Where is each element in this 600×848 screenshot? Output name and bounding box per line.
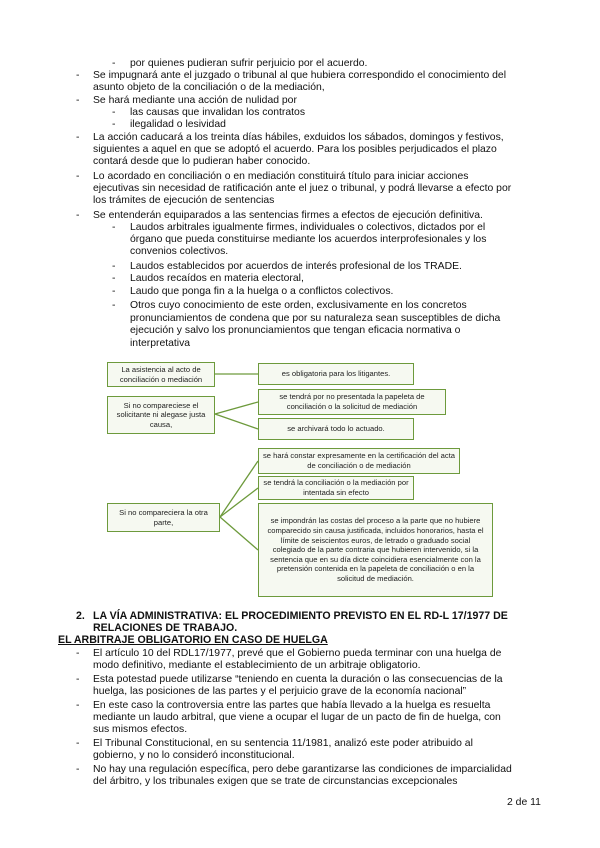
- diagram-box-label: se impondrán las costas del proceso a la parte que no hubiere comparecido sin causa justificada, incluidos honorarios, hasta el límite de seiscientos euros, de letrado o graduado social colegiado de la parte contraria que hubieren intervenido, si la sentencia que en su día dicte coincidiera esencialmente con la pretensión contenida en la papeleta de conciliación o en la solicitud de mediación.: [267, 516, 484, 583]
- connector-line: [215, 402, 258, 414]
- bullet-dash: -: [76, 132, 80, 143]
- section-title-line: RELACIONES DE TRABAJO.: [93, 622, 238, 634]
- section-number: 2.: [76, 610, 85, 622]
- list-item: Lo acordado en conciliación o en mediación constituirá título para iniciar acciones: [93, 171, 469, 182]
- list-item: ilegalidad o lesividad: [130, 119, 226, 130]
- bullet-dash: -: [112, 300, 116, 311]
- list-item: modo definitivo, mediante el establecimiento de un arbitraje obligatorio.: [93, 660, 421, 671]
- connector-line: [220, 517, 258, 550]
- diagram-box-label: se hará constar expresamente en la certificación del acta de conciliación o de mediación: [262, 451, 456, 470]
- list-item: El artículo 10 del RDL17/1977, prevé que el Gobierno pueda terminar con una huelga de: [93, 648, 502, 659]
- list-item: huelga, las posiciones de las partes y el perjuicio grave de la economía nacional”: [93, 686, 467, 697]
- diagram-box-label: se tendrá la conciliación o la mediación por intentada sin efecto: [263, 478, 409, 497]
- bullet-dash: -: [76, 210, 80, 221]
- diagram-box-other-absent: [107, 503, 220, 532]
- connector-line: [215, 414, 258, 429]
- bullet-dash: -: [112, 222, 116, 233]
- list-item: asunto objeto de la conciliación o de la mediación,: [93, 82, 325, 93]
- diagram-box-applicant-result-a: [258, 389, 446, 415]
- list-item: las causas que invalidan los contratos: [130, 107, 306, 118]
- bullet-dash: -: [76, 764, 80, 775]
- list-item: del árbitro, y los tribunales exigen que se trate de circunstancias excepcionales: [93, 776, 458, 787]
- diagram-box-label: se archivará todo lo actuado.: [287, 424, 385, 434]
- list-item: mediante un laudo arbitral, que viene a ocupar el lugar de un pacto de fin de huelga, con: [93, 712, 501, 723]
- diagram-box-label: es obligatoria para los litigantes.: [281, 369, 391, 379]
- list-item: No hay una regulación específica, pero debe garantizarse las condiciones de imparcialidad: [93, 764, 512, 775]
- list-item: ejecución y salvo los pronunciamientos que tengan eficacia normativa o: [130, 325, 461, 336]
- bullet-dash: -: [76, 171, 80, 182]
- list-item: Se impugnará ante el juzgado o tribunal al que hubiera correspondido el conocimiento del: [93, 70, 507, 81]
- list-item: por quienes pudieran sufrir perjuicio por el acuerdo.: [130, 58, 368, 69]
- diagram-box-applicant-absent: [107, 396, 215, 434]
- diagram-box-other-result-a: [258, 448, 460, 474]
- diagram-box-label: se tendrá por no presentada la papeleta de conciliación o la solicitud de mediación: [279, 392, 425, 411]
- section-title-line: LA VÍA ADMINISTRATIVA: EL PROCEDIMIENTO PREVISTO EN EL RD-L 17/1977 DE: [93, 610, 508, 622]
- diagram-box-other-result-b: [258, 476, 414, 500]
- list-item: sus mismos efectos.: [93, 724, 188, 735]
- list-item: La acción caducará a los treinta días hábiles, exduidos los sábados, domingos y festivos,: [93, 132, 504, 143]
- bullet-dash: -: [76, 738, 80, 749]
- list-item: ejecutivas sin necesidad de ratificación ante el juez o tribunal, y podrá llevarse a efecto por: [93, 183, 512, 194]
- list-item: En este caso la controversia entre las partes que había llevado a la huelga es resuelta: [93, 700, 491, 711]
- bullet-dash: -: [112, 107, 116, 118]
- list-item: contará desde que lo pudieran haber conocido.: [93, 156, 311, 167]
- list-item: El Tribunal Constitucional, en su sentencia 11/1981, analizó este poder atribuido al: [93, 738, 473, 749]
- list-item: Laudos establecidos por acuerdos de interés profesional de los TRADE.: [130, 261, 462, 272]
- diagram-box-attendance-result: [258, 363, 414, 385]
- diagram-box-attendance: [107, 362, 215, 387]
- list-item: gobierno, y no lo consideró inconstitucional.: [93, 750, 295, 761]
- diagram-box-label: Si no compareciera la otra parte,: [119, 507, 208, 527]
- diagram-box-other-result-c: [258, 503, 493, 597]
- bullet-dash: -: [112, 286, 116, 297]
- bullet-dash: -: [76, 674, 80, 685]
- bullet-dash: -: [76, 70, 80, 81]
- list-item: interpretativa: [130, 338, 191, 349]
- list-item: convenios colectivos.: [130, 246, 229, 257]
- list-item: Esta potestad puede utilizarse “teniendo en cuenta la duración o las consecuencias de la: [93, 674, 503, 685]
- bullet-dash: -: [76, 648, 80, 659]
- list-item: pronunciamientos de condena que por su naturaleza sean susceptibles de dicha: [130, 313, 501, 324]
- bullet-dash: -: [112, 261, 116, 272]
- list-item: los trámites de ejecución de sentencias: [93, 195, 275, 206]
- diagram-box-label: Si no compareciese el solicitante ni alegase justa causa,: [116, 400, 206, 429]
- list-item: Se hará mediante una acción de nulidad por: [93, 95, 297, 106]
- bullet-dash: -: [76, 95, 80, 106]
- connector-line: [220, 461, 258, 517]
- bullet-dash: -: [76, 700, 80, 711]
- list-item: Otros cuyo conocimiento de este orden, exclusivamente en los concretos: [130, 300, 467, 311]
- list-item: Laudos arbitrales igualmente firmes, individuales o colectivos, dictados por el: [130, 222, 486, 233]
- connector-line: [220, 488, 258, 517]
- list-item: Se entenderán equiparados a las sentencias firmes a efectos de ejecución definitiva.: [93, 210, 483, 221]
- list-item: siguientes a aquel en que se adoptó el acuerdo. Para los posibles perjudicados el plazo: [93, 144, 497, 155]
- bullet-dash: -: [112, 273, 116, 284]
- list-item: Laudos recaídos en materia electoral,: [130, 273, 304, 284]
- diagram-box-applicant-result-b: [258, 418, 414, 440]
- section-subheading: EL ARBITRAJE OBLIGATORIO EN CASO DE HUELGA: [58, 634, 328, 646]
- diagram-box-label: La asistencia al acto de conciliación o mediación: [119, 364, 203, 384]
- list-item: órgano que pueda constituirse mediante los acuerdos interprofesionales y los: [130, 234, 487, 245]
- bullet-dash: -: [112, 58, 116, 69]
- bullet-dash: -: [112, 119, 116, 130]
- page-number: 2 de 11: [507, 797, 541, 808]
- list-item: Laudo que ponga fin a la huelga o a conflictos colectivos.: [130, 286, 394, 297]
